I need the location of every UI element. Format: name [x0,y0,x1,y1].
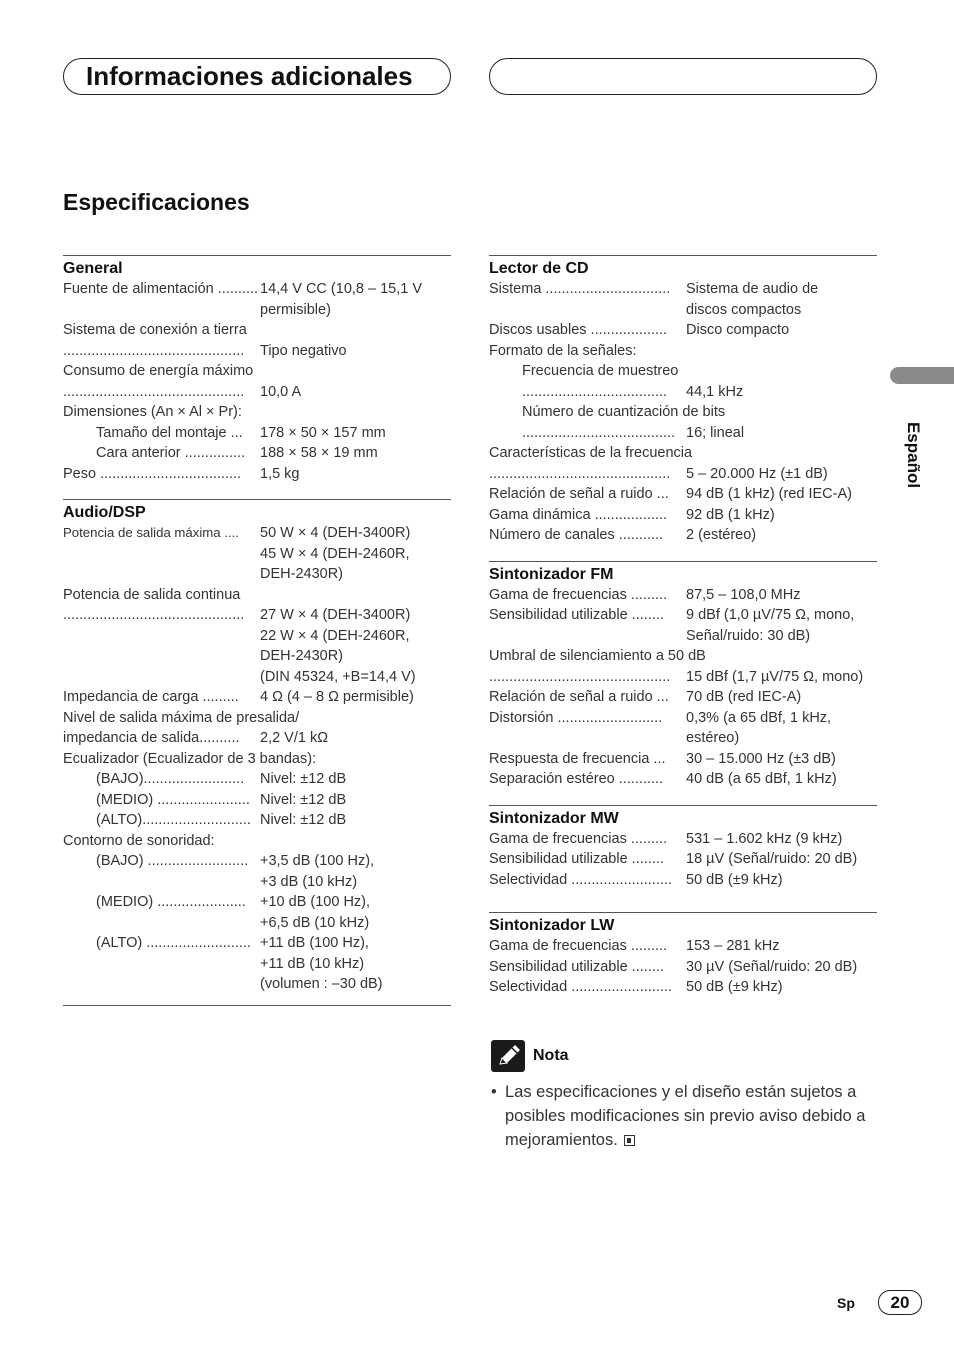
general-block [63,255,451,484]
spec-row [63,687,451,708]
left-column [63,255,451,1006]
spec-label: (ALTO) .......................... [96,935,251,951]
spec-row [489,464,877,485]
spec-value: 2 (estéreo) [686,527,757,543]
general-title: General [63,260,123,277]
spec-value: Disco compacto [686,322,790,338]
spec-row [489,484,877,505]
side-tab-marker [890,367,954,384]
spec-label: Potencia de salida máxima .... [63,525,239,540]
spec-row [63,443,451,464]
spec-label: Tamaño del montaje ... [96,424,243,441]
spec-row [63,790,451,811]
spec-row [489,505,877,526]
spec-value: +10 dB (100 Hz), +6,5 dB (10 kHz) [260,894,371,931]
spec-value: 70 dB (red IEC-A) [686,689,802,705]
spec-row [63,464,451,485]
spec-value: 50 dB (±9 kHz) [686,979,783,995]
spec-value: Tipo negativo [260,342,347,359]
spec-label: (MEDIO) ....................... [96,791,250,808]
cd-block [489,255,877,546]
footer-language-code: Sp [837,1295,855,1311]
spec-row [63,423,451,444]
page-number: 20 [878,1290,922,1315]
spec-value: 87,5 – 108,0 MHz [686,586,801,603]
note-text: Las especificaciones y el diseño están sujetos a posibles modificaciones sin previo aviso debido a mejoramientos. [505,1083,866,1149]
spec-row [63,382,451,403]
spec-row [489,849,877,870]
spec-line: Dimensiones (An × Al × Pr): [63,404,242,420]
spec-label: Cara anterior ............... [96,445,246,461]
spec-value: 5 – 20.000 Hz (±1 dB) [686,465,828,482]
spec-row [489,667,877,688]
spec-label: Peso ................................... [63,465,242,482]
spec-label: Gama de frecuencias ......... [489,586,668,603]
spec-value: 40 dB (a 65 dBf, 1 kHz) [686,771,837,787]
spec-label: Gama dinámica .................. [489,506,668,523]
spec-value: Nivel: ±12 dB [260,812,347,828]
spec-line: Contorno de sonoridad: [63,832,215,849]
spec-line: Número de cuantización de bits [522,404,726,420]
note-bullet: • [491,1083,497,1101]
column-end-rule [63,1005,451,1006]
spec-label: (MEDIO) ...................... [96,894,246,910]
spec-row [489,279,877,320]
spec-value: 1,5 kg [260,465,300,482]
spec-label: impedancia de salida.......... [63,730,240,746]
spec-line: Nivel de salida máxima de presalida/ [63,709,300,726]
right-column [489,255,877,998]
spec-value: 2,2 V/1 kΩ [260,730,329,746]
spec-label: ............................................. [489,668,671,685]
pencil-note-icon [491,1040,525,1072]
spec-line: Potencia de salida continua [63,586,241,603]
spec-row [489,382,877,403]
spec-row [63,341,451,362]
spec-row [63,605,451,687]
spec-row [489,423,877,444]
spec-row [489,769,877,790]
spec-value: 4 Ω (4 – 8 Ω permisible) [260,689,414,705]
spec-row [489,687,877,708]
spec-value: Sistema de audio de discos compactos [686,281,819,318]
spec-row [63,810,451,831]
spec-value: 16; lineal [686,424,745,441]
spec-label: Sensibilidad utilizable ........ [489,607,664,623]
spec-label: Distorsión .......................... [489,709,663,726]
spec-row [63,279,451,320]
spec-row [489,870,877,891]
spec-row [489,749,877,770]
note-body [491,1080,881,1152]
spec-row [489,525,877,546]
spec-value: 44,1 kHz [686,383,744,400]
note-title: Nota [533,1047,569,1064]
spec-value: 14,4 V CC (10,8 – 15,1 V permisible) [260,281,423,318]
spec-value: 531 – 1.602 kHz (9 kHz) [686,830,843,847]
spec-label: Discos usables ................... [489,322,668,338]
spec-row [63,851,451,892]
section-title: Especificaciones [63,189,250,215]
spec-label: Selectividad ......................... [489,871,672,888]
spec-row [489,936,877,957]
spec-row [489,605,877,646]
spec-label: Respuesta de frecuencia ... [489,750,666,767]
spec-label: ............................................. [63,383,245,400]
spec-label: ............................................. [489,465,671,482]
spec-line: Sistema de conexión a tierra [63,322,247,338]
spec-label: ............................................. [63,342,245,359]
spec-line: Consumo de energía máximo [63,363,254,379]
spec-label: Selectividad ......................... [489,979,672,995]
spec-label: Fuente de alimentación .......... [63,281,259,297]
spec-label: ............................................. [63,607,245,623]
spec-value: 92 dB (1 kHz) [686,506,775,523]
spec-value: 9 dBf (1,0 µV/75 Ω, mono, Señal/ruido: 30 dB) [686,607,855,644]
cd-title: Lector de CD [489,260,589,277]
spec-label: (ALTO)........................... [96,812,251,828]
spec-row [63,892,451,933]
spec-value: 30 – 15.000 Hz (±3 dB) [686,750,836,767]
spec-value: 178 × 50 × 157 mm [260,424,386,441]
spec-value: +11 dB (100 Hz), +11 dB (10 kHz) (volumen : –30 dB) [260,935,383,992]
spec-label: Relación de señal a ruido ... [489,486,669,502]
fm-block [489,561,877,790]
fm-title: Sintonizador FM [489,565,614,583]
side-tab-label: Español [904,421,923,489]
spec-value: +3,5 dB (100 Hz), +3 dB (10 kHz) [260,853,375,890]
spec-row [489,957,877,978]
note-text-wrap [505,1080,881,1152]
audio-title: Audio/DSP [63,504,146,521]
spec-row [63,728,451,749]
spec-row [489,320,877,341]
spec-line: Umbral de silenciamiento a 50 dB [489,648,706,664]
spec-value: 153 – 281 kHz [686,938,780,954]
page-title: Informaciones adicionales [86,61,413,91]
spec-value: 27 W × 4 (DEH-3400R) 22 W × 4 (DEH-2460R, DEH-2430R) (DIN 45324, +B=14,4 V) [260,607,416,685]
spec-value: 50 dB (±9 kHz) [686,871,783,888]
spec-label: (BAJO) ......................... [96,853,249,869]
end-mark-icon [624,1135,635,1146]
spec-value: 30 µV (Señal/ruido: 20 dB) [686,958,858,975]
spec-row [489,585,877,606]
spec-value: 15 dBf (1,7 µV/75 Ω, mono) [686,668,864,685]
spec-row [63,769,451,790]
spec-value: Nivel: ±12 dB [260,771,347,787]
spec-value: Nivel: ±12 dB [260,791,347,808]
spec-label: Gama de frecuencias ......... [489,938,668,954]
spec-row [489,829,877,850]
spec-label: .................................... [522,383,668,400]
spec-label: Sensibilidad utilizable ........ [489,851,664,867]
spec-label: Sistema ............................... [489,281,671,297]
mw-block [489,805,877,891]
spec-label: Gama de frecuencias ......... [489,830,668,847]
spec-row [489,708,877,749]
spec-row [489,977,877,998]
spec-row [63,933,451,995]
spec-value: 94 dB (1 kHz) (red IEC-A) [686,486,852,502]
spec-value: 0,3% (a 65 dBf, 1 kHz, estéreo) [686,709,832,746]
spec-value: 18 µV (Señal/ruido: 20 dB) [686,851,858,867]
header-title-box [63,58,451,95]
spec-label: (BAJO)......................... [96,771,245,787]
spec-label: Número de canales ........... [489,527,664,543]
spec-label: Relación de señal a ruido ... [489,689,669,705]
audio-block [63,499,451,995]
header-empty-box [489,58,877,95]
spec-label: Impedancia de carga ......... [63,689,239,705]
spec-value: 50 W × 4 (DEH-3400R) 45 W × 4 (DEH-2460R, DEH-2430R) [260,525,411,582]
spec-line: Características de la frecuencia [489,445,693,461]
spec-line: Frecuencia de muestreo [522,363,679,379]
spec-row [63,523,451,585]
spec-label: Separación estéreo ........... [489,771,664,787]
spec-value: 10,0 A [260,383,302,400]
spec-label: ...................................... [522,424,676,441]
spec-value: 188 × 58 × 19 mm [260,445,378,461]
mw-title: Sintonizador MW [489,809,619,827]
spec-label: Sensibilidad utilizable ........ [489,958,664,975]
lw-block [489,912,877,998]
spec-line: Ecualizador (Ecualizador de 3 bandas): [63,750,317,767]
spec-line: Formato de la señales: [489,342,637,359]
lw-title: Sintonizador LW [489,917,615,934]
